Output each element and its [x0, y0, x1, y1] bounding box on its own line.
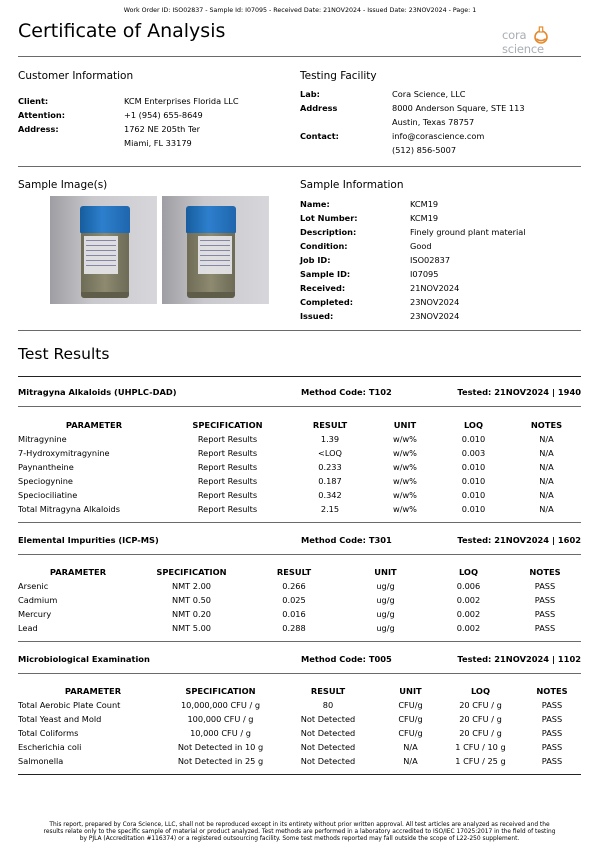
cell-loq: 20 CFU / g: [459, 728, 502, 738]
table-row: [18, 432, 581, 446]
column-header: NOTES: [536, 686, 568, 696]
column-header: NOTES: [529, 567, 561, 577]
cell-notes: PASS: [534, 609, 556, 619]
sample-info-value: 21NOV2024: [410, 283, 460, 293]
cell-parameter: Total Yeast and Mold: [18, 714, 102, 724]
sample-photo-front: [50, 196, 157, 304]
column-header: LOQ: [458, 567, 479, 577]
cell-parameter: Paynantheine: [18, 462, 74, 472]
cell-parameter: Salmonella: [18, 756, 64, 766]
cell-result: 0.025: [282, 595, 306, 605]
divider: [18, 330, 581, 331]
method-code: Method Code: T102: [301, 387, 392, 397]
table-row: [18, 621, 581, 635]
sample-info-value: ISO02837: [410, 255, 451, 265]
sample-info-label: Received:: [300, 283, 346, 293]
cell-notes: PASS: [534, 581, 556, 591]
attention-label: Attention:: [18, 110, 65, 120]
cell-specification: Report Results: [197, 448, 258, 458]
divider: [18, 673, 581, 674]
cell-notes: PASS: [534, 623, 556, 633]
testing-facility-heading: Testing Facility: [300, 70, 377, 82]
contact-phone: (512) 856-5007: [392, 145, 457, 155]
cell-unit: ug/g: [376, 623, 395, 633]
cell-parameter: Arsenic: [18, 581, 49, 591]
client-label: Client:: [18, 96, 49, 106]
cell-specification: Not Detected in 25 g: [177, 756, 264, 766]
cell-notes: N/A: [539, 448, 554, 458]
cell-unit: w/w%: [393, 476, 417, 486]
cell-loq: 1 CFU / 25 g: [455, 756, 506, 766]
method-code: Method Code: T005: [301, 654, 392, 664]
column-header: PARAMETER: [64, 686, 122, 696]
contact-label: Contact:: [300, 131, 339, 141]
cell-specification: Report Results: [197, 462, 258, 472]
cell-parameter: Total Aerobic Plate Count: [18, 700, 121, 710]
table-row: [18, 474, 581, 488]
footer-line: results relate only to the specific sample of material or product analyzed. Test methods are performed in a laboratory accredited to ISO/IEC 17025:2017 in the field of testing: [43, 829, 556, 836]
cell-result: 80: [322, 700, 334, 710]
cell-specification: Report Results: [197, 476, 258, 486]
cell-specification: 10,000,000 CFU / g: [180, 700, 261, 710]
cell-loq: 0.010: [461, 462, 486, 472]
column-header: NOTES: [530, 420, 563, 430]
column-header: RESULT: [312, 420, 348, 430]
company-logo: [500, 26, 578, 56]
column-header: LOQ: [470, 686, 491, 696]
section-name: Microbiological Examination: [18, 654, 150, 664]
cell-notes: PASS: [541, 756, 563, 766]
cell-result: 1.39: [320, 434, 340, 444]
cell-result: Not Detected: [300, 728, 356, 738]
section-header-elemental: [18, 535, 581, 547]
cell-result: 0.342: [318, 490, 342, 500]
cell-specification: Report Results: [197, 504, 258, 514]
section-header-alkaloids: [18, 387, 581, 399]
cell-loq: 0.002: [456, 609, 481, 619]
cell-notes: PASS: [541, 700, 563, 710]
cell-unit: N/A: [403, 756, 418, 766]
cell-loq: 0.003: [461, 448, 486, 458]
tested-date: Tested: 21NOV2024 | 1102: [457, 654, 581, 664]
cell-parameter: Escherichia coli: [18, 742, 82, 752]
cell-specification: NMT 0.50: [171, 595, 212, 605]
column-header: SPECIFICATION: [192, 420, 263, 430]
cell-loq: 1 CFU / 10 g: [455, 742, 506, 752]
cell-unit: w/w%: [393, 504, 417, 514]
cell-notes: PASS: [541, 742, 563, 752]
cell-result: 0.233: [318, 462, 342, 472]
divider: [18, 56, 581, 57]
divider: [18, 166, 581, 167]
cell-specification: 100,000 CFU / g: [187, 714, 254, 724]
cell-result: <LOQ: [317, 448, 343, 458]
cell-unit: ug/g: [376, 595, 395, 605]
cell-notes: PASS: [541, 714, 563, 724]
client-value: KCM Enterprises Florida LLC: [124, 96, 239, 106]
cell-unit: w/w%: [393, 434, 417, 444]
table-row: [18, 460, 581, 474]
table-row: [18, 502, 581, 516]
table-row: [18, 754, 581, 768]
tested-date: Tested: 21NOV2024 | 1940: [457, 387, 581, 397]
sample-info-label: Name:: [300, 199, 330, 209]
cell-loq: 20 CFU / g: [459, 714, 502, 724]
cell-notes: N/A: [539, 490, 554, 500]
section-header-microbiological: [18, 654, 581, 666]
table-row: [18, 488, 581, 502]
sample-info-label: Job ID:: [300, 255, 331, 265]
address-line1: 1762 NE 205th Ter: [124, 124, 200, 134]
column-header: RESULT: [276, 567, 312, 577]
cell-parameter: Speciogynine: [18, 476, 73, 486]
cell-result: 2.15: [320, 504, 340, 514]
address-line2: Miami, FL 33179: [124, 138, 192, 148]
cell-loq: 0.010: [461, 490, 486, 500]
elemental-table: [18, 565, 581, 635]
column-header: PARAMETER: [49, 567, 107, 577]
cell-specification: NMT 5.00: [171, 623, 212, 633]
cell-unit: w/w%: [393, 448, 417, 458]
sample-info-label: Lot Number:: [300, 213, 358, 223]
cell-notes: N/A: [539, 504, 554, 514]
table-row: [18, 698, 581, 712]
cell-unit: N/A: [403, 742, 418, 752]
section-name: Elemental Impurities (ICP-MS): [18, 535, 159, 545]
cell-loq: 0.010: [461, 504, 486, 514]
table-row: [18, 446, 581, 460]
disclaimer-footer: [18, 822, 581, 844]
divider: [18, 641, 581, 642]
sample-info-value: 23NOV2024: [410, 311, 460, 321]
column-header: LOQ: [463, 420, 484, 430]
sample-info-value: 23NOV2024: [410, 297, 460, 307]
column-header: UNIT: [374, 567, 397, 577]
cell-specification: NMT 0.20: [171, 609, 212, 619]
cell-parameter: 7-Hydroxymitragynine: [18, 448, 110, 458]
sample-info-label: Description:: [300, 227, 357, 237]
cell-loq: 0.002: [456, 623, 481, 633]
cell-unit: w/w%: [393, 490, 417, 500]
sample-info-value: Good: [410, 241, 432, 251]
divider: [18, 522, 581, 523]
cell-notes: PASS: [534, 595, 556, 605]
cell-loq: 20 CFU / g: [459, 700, 502, 710]
facility-address-line1: 8000 Anderson Square, STE 113: [392, 103, 525, 113]
facility-address-label: Address: [300, 103, 338, 113]
footer-line: This report, prepared by Cora Science, LLC, shall not be reproduced except in its entirety without prior written approval. All test articles are analyzed as received and the: [49, 822, 550, 828]
column-header: RESULT: [310, 686, 346, 696]
cell-result: Not Detected: [300, 756, 356, 766]
cell-result: 0.288: [282, 623, 306, 633]
sample-photo-side: [162, 196, 269, 304]
sample-info-value: I07095: [410, 269, 439, 279]
method-code: Method Code: T301: [301, 535, 392, 545]
sample-info-label: Sample ID:: [300, 269, 351, 279]
table-row: [18, 593, 581, 607]
cell-result: 0.016: [282, 609, 306, 619]
facility-address-line2: Austin, Texas 78757: [392, 117, 475, 127]
cell-unit: w/w%: [393, 462, 417, 472]
customer-info: [18, 94, 278, 150]
cell-unit: ug/g: [376, 581, 395, 591]
sample-images-heading: Sample Image(s): [18, 179, 108, 191]
lab-label: Lab:: [300, 89, 320, 99]
cell-parameter: Speciociliatine: [18, 490, 78, 500]
cell-parameter: Total Coliforms: [18, 728, 79, 738]
cell-result: 0.187: [318, 476, 342, 486]
cell-specification: Report Results: [197, 490, 258, 500]
sample-info-label: Completed:: [300, 297, 353, 307]
cell-parameter: Mitragynine: [18, 434, 67, 444]
sample-info-label: Condition:: [300, 241, 348, 251]
cell-specification: 10,000 CFU / g: [190, 728, 251, 738]
microbiological-table: [18, 684, 581, 768]
cell-unit: ug/g: [376, 609, 395, 619]
divider: [18, 774, 581, 775]
column-header: SPECIFICATION: [185, 686, 256, 696]
sample-info-heading: Sample Information: [300, 179, 404, 191]
footer-line: by PJLA (Accreditation #116374) or a registered outsourcing facility. Some test methods reported may fall outside the scope of L22-250 supplement.: [79, 836, 520, 843]
cell-loq: 0.002: [456, 595, 481, 605]
cell-result: Not Detected: [300, 714, 356, 724]
table-row: [18, 740, 581, 754]
column-header: UNIT: [399, 686, 422, 696]
cell-result: 0.266: [282, 581, 306, 591]
cell-notes: N/A: [539, 462, 554, 472]
customer-info-heading: Customer Information: [18, 70, 134, 82]
cell-notes: N/A: [539, 476, 554, 486]
page-title: Certificate of Analysis: [18, 20, 226, 42]
logo-text: corascience: [502, 28, 544, 56]
cell-notes: N/A: [539, 434, 554, 444]
cell-parameter: Total Mitragyna Alkaloids: [18, 504, 121, 514]
sample-info-value: KCM19: [410, 213, 439, 223]
table-row: [18, 607, 581, 621]
divider: [18, 406, 581, 407]
cell-parameter: Cadmium: [18, 595, 58, 605]
cell-loq: 0.006: [456, 581, 481, 591]
divider: [18, 376, 581, 377]
column-header: PARAMETER: [65, 420, 123, 430]
column-header: SPECIFICATION: [156, 567, 227, 577]
cell-unit: CFU/g: [398, 700, 423, 710]
tested-date: Tested: 21NOV2024 | 1602: [457, 535, 581, 545]
cell-parameter: Mercury: [18, 609, 52, 619]
cell-result: Not Detected: [300, 742, 356, 752]
cell-parameter: Lead: [18, 623, 38, 633]
table-row: [18, 579, 581, 593]
sample-info: [300, 197, 580, 323]
alkaloids-table: [18, 418, 581, 516]
section-name: Mitragyna Alkaloids (UHPLC-DAD): [18, 387, 177, 397]
test-results-heading: Test Results: [18, 345, 110, 363]
divider: [18, 554, 581, 555]
document-topline: Work Order ID: ISO02837 - Sample Id: I07095 - Received Date: 21NOV2024 - Issued Date: 23NOV2024 - Page: 1: [123, 7, 477, 14]
testing-facility-info: [300, 87, 580, 157]
flask-icon: [533, 26, 549, 44]
cell-notes: PASS: [541, 728, 563, 738]
sample-info-value: KCM19: [410, 199, 439, 209]
sample-info-value: Finely ground plant material: [410, 227, 526, 237]
table-row: [18, 712, 581, 726]
cell-specification: Not Detected in 10 g: [177, 742, 264, 752]
cell-unit: CFU/g: [398, 728, 423, 738]
column-header: UNIT: [393, 420, 417, 430]
table-row: [18, 726, 581, 740]
cell-loq: 0.010: [461, 476, 486, 486]
cell-loq: 0.010: [461, 434, 486, 444]
address-label: Address:: [18, 124, 59, 134]
attention-value: +1 (954) 655-8649: [124, 110, 203, 120]
contact-email: info@corascience.com: [392, 131, 485, 141]
lab-value: Cora Science, LLC: [392, 89, 466, 99]
sample-info-label: Issued:: [300, 311, 334, 321]
cell-specification: NMT 2.00: [171, 581, 212, 591]
cell-specification: Report Results: [197, 434, 258, 444]
cell-unit: CFU/g: [398, 714, 423, 724]
